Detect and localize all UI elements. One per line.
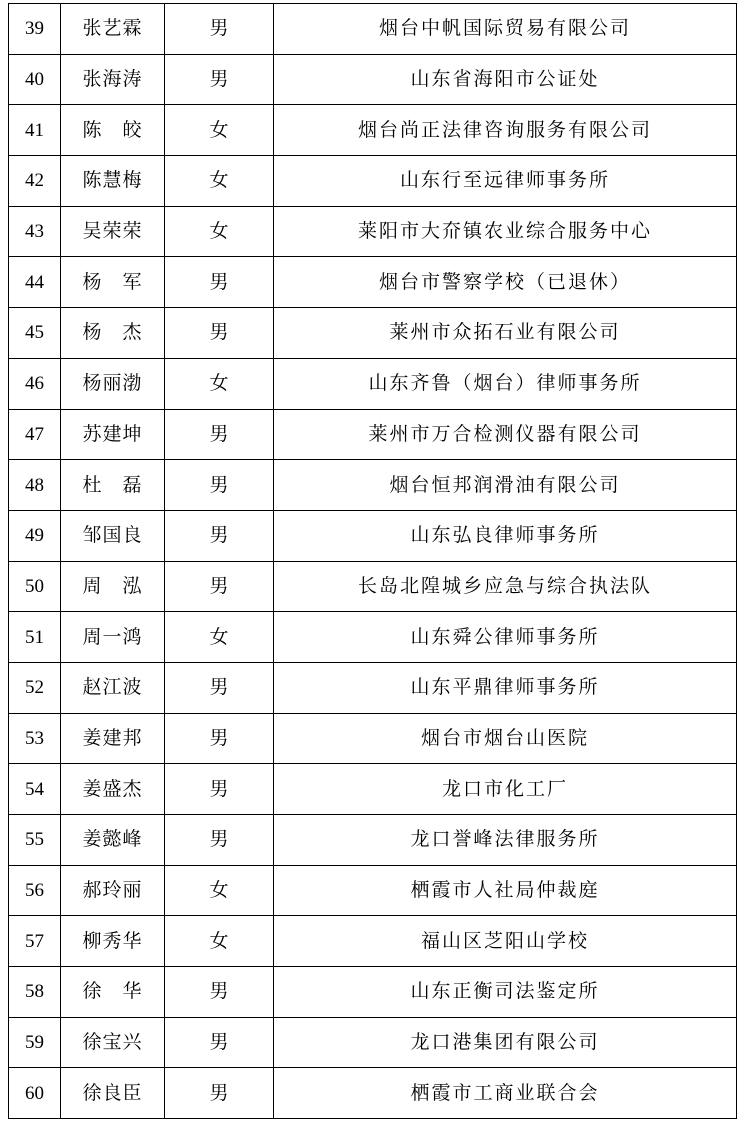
table-row — [9, 1068, 737, 1119]
row-number-cell: 54 — [9, 764, 61, 815]
name-cell: 陈 皎 — [61, 105, 165, 156]
roster-table-body — [9, 4, 737, 1119]
row-number-cell: 39 — [9, 4, 61, 55]
table-row — [9, 358, 737, 409]
organization-cell: 莱州市众拓石业有限公司 — [274, 308, 737, 359]
gender-cell: 男 — [165, 1017, 274, 1068]
table-row — [9, 156, 737, 207]
table-row — [9, 713, 737, 764]
organization-cell: 莱阳市大夼镇农业综合服务中心 — [274, 206, 737, 257]
gender-cell: 男 — [165, 54, 274, 105]
gender-cell: 男 — [165, 967, 274, 1018]
organization-cell: 山东平鼎律师事务所 — [274, 662, 737, 713]
organization-cell: 山东省海阳市公证处 — [274, 54, 737, 105]
gender-cell: 男 — [165, 1068, 274, 1119]
name-cell: 陈慧梅 — [61, 156, 165, 207]
name-cell: 张海涛 — [61, 54, 165, 105]
name-cell: 张艺霖 — [61, 4, 165, 55]
table-row — [9, 206, 737, 257]
name-cell: 杨 杰 — [61, 308, 165, 359]
name-cell: 周 泓 — [61, 561, 165, 612]
table-row — [9, 308, 737, 359]
gender-cell: 女 — [165, 105, 274, 156]
gender-cell: 女 — [165, 358, 274, 409]
name-cell: 徐 华 — [61, 967, 165, 1018]
organization-cell: 山东正衡司法鉴定所 — [274, 967, 737, 1018]
gender-cell: 女 — [165, 156, 274, 207]
name-cell: 周一鸿 — [61, 612, 165, 663]
organization-cell: 烟台市烟台山医院 — [274, 713, 737, 764]
table-row — [9, 662, 737, 713]
organization-cell: 山东弘良律师事务所 — [274, 510, 737, 561]
name-cell: 苏建坤 — [61, 409, 165, 460]
table-row — [9, 1017, 737, 1068]
row-number-cell: 48 — [9, 460, 61, 511]
row-number-cell: 51 — [9, 612, 61, 663]
table-row — [9, 4, 737, 55]
name-cell: 姜懿峰 — [61, 815, 165, 866]
row-number-cell: 59 — [9, 1017, 61, 1068]
gender-cell: 男 — [165, 409, 274, 460]
gender-cell: 男 — [165, 460, 274, 511]
table-row — [9, 612, 737, 663]
gender-cell: 男 — [165, 713, 274, 764]
gender-cell: 男 — [165, 308, 274, 359]
gender-cell: 男 — [165, 764, 274, 815]
gender-cell: 男 — [165, 815, 274, 866]
row-number-cell: 49 — [9, 510, 61, 561]
gender-cell: 男 — [165, 510, 274, 561]
gender-cell: 男 — [165, 257, 274, 308]
row-number-cell: 57 — [9, 916, 61, 967]
row-number-cell: 58 — [9, 967, 61, 1018]
table-row — [9, 764, 737, 815]
organization-cell: 烟台恒邦润滑油有限公司 — [274, 460, 737, 511]
row-number-cell: 55 — [9, 815, 61, 866]
organization-cell: 龙口市化工厂 — [274, 764, 737, 815]
name-cell: 郝玲丽 — [61, 865, 165, 916]
organization-cell: 山东舜公律师事务所 — [274, 612, 737, 663]
table-row — [9, 105, 737, 156]
organization-cell: 栖霞市工商业联合会 — [274, 1068, 737, 1119]
gender-cell: 女 — [165, 612, 274, 663]
name-cell: 徐良臣 — [61, 1068, 165, 1119]
organization-cell: 山东齐鲁（烟台）律师事务所 — [274, 358, 737, 409]
row-number-cell: 41 — [9, 105, 61, 156]
table-row — [9, 865, 737, 916]
row-number-cell: 53 — [9, 713, 61, 764]
organization-cell: 烟台中帆国际贸易有限公司 — [274, 4, 737, 55]
table-row — [9, 815, 737, 866]
name-cell: 姜建邦 — [61, 713, 165, 764]
row-number-cell: 52 — [9, 662, 61, 713]
name-cell: 杨 军 — [61, 257, 165, 308]
organization-cell: 龙口港集团有限公司 — [274, 1017, 737, 1068]
gender-cell: 女 — [165, 206, 274, 257]
table-row — [9, 510, 737, 561]
row-number-cell: 40 — [9, 54, 61, 105]
table-row — [9, 916, 737, 967]
name-cell: 邹国良 — [61, 510, 165, 561]
row-number-cell: 46 — [9, 358, 61, 409]
table-row — [9, 967, 737, 1018]
row-number-cell: 56 — [9, 865, 61, 916]
table-row — [9, 54, 737, 105]
organization-cell: 长岛北隍城乡应急与综合执法队 — [274, 561, 737, 612]
row-number-cell: 45 — [9, 308, 61, 359]
row-number-cell: 43 — [9, 206, 61, 257]
name-cell: 杨丽渤 — [61, 358, 165, 409]
row-number-cell: 42 — [9, 156, 61, 207]
organization-cell: 烟台尚正法律咨询服务有限公司 — [274, 105, 737, 156]
row-number-cell: 50 — [9, 561, 61, 612]
gender-cell: 男 — [165, 4, 274, 55]
organization-cell: 烟台市警察学校（已退休） — [274, 257, 737, 308]
name-cell: 姜盛杰 — [61, 764, 165, 815]
name-cell: 吴荣荣 — [61, 206, 165, 257]
name-cell: 徐宝兴 — [61, 1017, 165, 1068]
gender-cell: 女 — [165, 865, 274, 916]
name-cell: 柳秀华 — [61, 916, 165, 967]
table-row — [9, 409, 737, 460]
table-row — [9, 257, 737, 308]
row-number-cell: 44 — [9, 257, 61, 308]
organization-cell: 栖霞市人社局仲裁庭 — [274, 865, 737, 916]
gender-cell: 男 — [165, 561, 274, 612]
table-row — [9, 561, 737, 612]
row-number-cell: 47 — [9, 409, 61, 460]
name-cell: 杜 磊 — [61, 460, 165, 511]
gender-cell: 女 — [165, 916, 274, 967]
gender-cell: 男 — [165, 662, 274, 713]
organization-cell: 龙口誉峰法律服务所 — [274, 815, 737, 866]
name-cell: 赵江波 — [61, 662, 165, 713]
organization-cell: 莱州市万合检测仪器有限公司 — [274, 409, 737, 460]
row-number-cell: 60 — [9, 1068, 61, 1119]
organization-cell: 山东行至远律师事务所 — [274, 156, 737, 207]
organization-cell: 福山区芝阳山学校 — [274, 916, 737, 967]
roster-table — [8, 3, 737, 1119]
table-row — [9, 460, 737, 511]
